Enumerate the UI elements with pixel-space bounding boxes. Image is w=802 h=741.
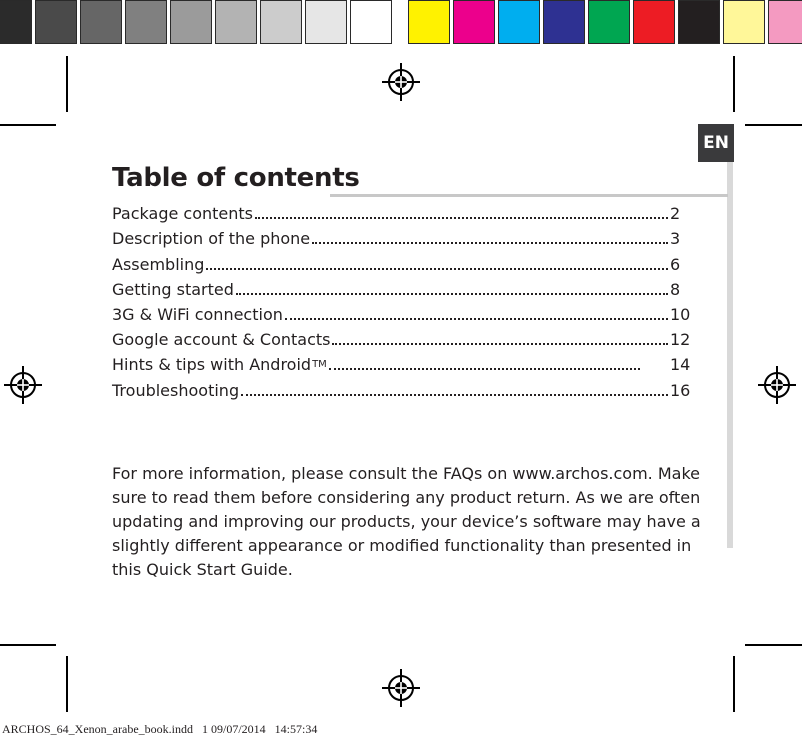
toc-entry-page: 3 bbox=[670, 229, 681, 249]
toc-entry bbox=[112, 325, 690, 350]
toc-entry-label: Getting started bbox=[112, 279, 234, 299]
toc-leader-dots bbox=[312, 242, 668, 244]
toc-entry-page: 8 bbox=[670, 279, 681, 299]
grayscale-bar bbox=[0, 0, 395, 46]
slug-page: 1 bbox=[201, 722, 208, 736]
crop-mark bbox=[745, 124, 802, 126]
gray-swatch bbox=[125, 0, 167, 44]
toc-entry-label: Troubleshooting bbox=[112, 380, 240, 400]
toc-entry-page: 6 bbox=[670, 254, 681, 274]
registration-mark-icon bbox=[2, 364, 44, 406]
color-swatch bbox=[723, 0, 765, 44]
toc-entry bbox=[112, 350, 690, 375]
gray-swatch bbox=[260, 0, 302, 44]
toc-entry bbox=[112, 275, 690, 300]
gray-swatch bbox=[305, 0, 347, 44]
trademark-mark: TM bbox=[312, 359, 327, 371]
gray-swatch bbox=[35, 0, 77, 44]
color-swatch bbox=[408, 0, 450, 44]
info-paragraph: For more information, please consult the FAQs on www.archos.com. Make sure to read them before considering any product return. As we are often updating and improving our products, your device’s software may have a slightly different appearance or modified functionality than presented in this Quick Start Guide. bbox=[112, 464, 701, 579]
slug-filename: ARCHOS_64_Xenon_arabe_book.indd bbox=[2, 722, 193, 736]
gray-swatch bbox=[350, 0, 392, 44]
toc-entry-page: 2 bbox=[670, 204, 681, 224]
toc-entry-label: Assembling bbox=[112, 254, 205, 274]
toc-entry-label: Package contents bbox=[112, 204, 253, 224]
toc-entry-label: Hints & tips with Android bbox=[112, 355, 312, 375]
toc-entry-page: 16 bbox=[670, 380, 691, 400]
crop-mark bbox=[66, 56, 68, 112]
color-swatch bbox=[633, 0, 675, 44]
language-tab: EN bbox=[698, 124, 734, 162]
page-title: Table of contents bbox=[112, 163, 360, 193]
toc-entry-label: Google account & Contacts bbox=[112, 330, 331, 350]
toc-entry-label: 3G & WiFi connection bbox=[112, 304, 283, 324]
color-swatch-bar bbox=[408, 0, 802, 46]
toc-leader-dots bbox=[236, 293, 668, 295]
toc-leader-dots bbox=[285, 318, 668, 320]
color-swatch bbox=[543, 0, 585, 44]
crop-mark bbox=[0, 644, 56, 646]
print-slug bbox=[2, 722, 317, 737]
crop-mark bbox=[733, 656, 735, 712]
table-of-contents bbox=[112, 199, 690, 401]
toc-leader-dots bbox=[255, 217, 668, 219]
toc-entry-page: 10 bbox=[670, 304, 691, 324]
slug-date: 09/07/2014 bbox=[210, 722, 266, 736]
registration-mark-icon bbox=[756, 364, 798, 406]
gray-swatch bbox=[170, 0, 212, 44]
title-underline bbox=[330, 194, 728, 197]
toc-entry bbox=[112, 375, 690, 400]
color-swatch bbox=[498, 0, 540, 44]
color-swatch bbox=[453, 0, 495, 44]
toc-entry-page: 14 bbox=[670, 355, 691, 375]
color-swatch bbox=[588, 0, 630, 44]
side-rule bbox=[727, 162, 733, 548]
toc-entry bbox=[112, 249, 690, 274]
gray-swatch bbox=[80, 0, 122, 44]
toc-entry bbox=[112, 300, 690, 325]
registration-mark-icon bbox=[380, 667, 422, 709]
toc-leader-dots bbox=[329, 368, 640, 370]
color-swatch bbox=[768, 0, 802, 44]
gray-swatch bbox=[215, 0, 257, 44]
crop-mark bbox=[0, 124, 56, 126]
slug-time: 14:57:34 bbox=[274, 722, 318, 736]
toc-leader-dots bbox=[206, 268, 668, 270]
toc-entry bbox=[112, 199, 690, 224]
toc-leader-dots bbox=[332, 343, 668, 345]
toc-leader-dots bbox=[241, 394, 668, 396]
toc-entry-label: Description of the phone bbox=[112, 229, 311, 249]
crop-mark bbox=[733, 56, 735, 112]
registration-mark-icon bbox=[380, 61, 422, 103]
color-swatch bbox=[678, 0, 720, 44]
crop-mark bbox=[66, 656, 68, 712]
crop-mark bbox=[745, 644, 802, 646]
gray-swatch bbox=[0, 0, 32, 44]
toc-entry-page: 12 bbox=[670, 330, 691, 350]
toc-entry bbox=[112, 224, 690, 249]
